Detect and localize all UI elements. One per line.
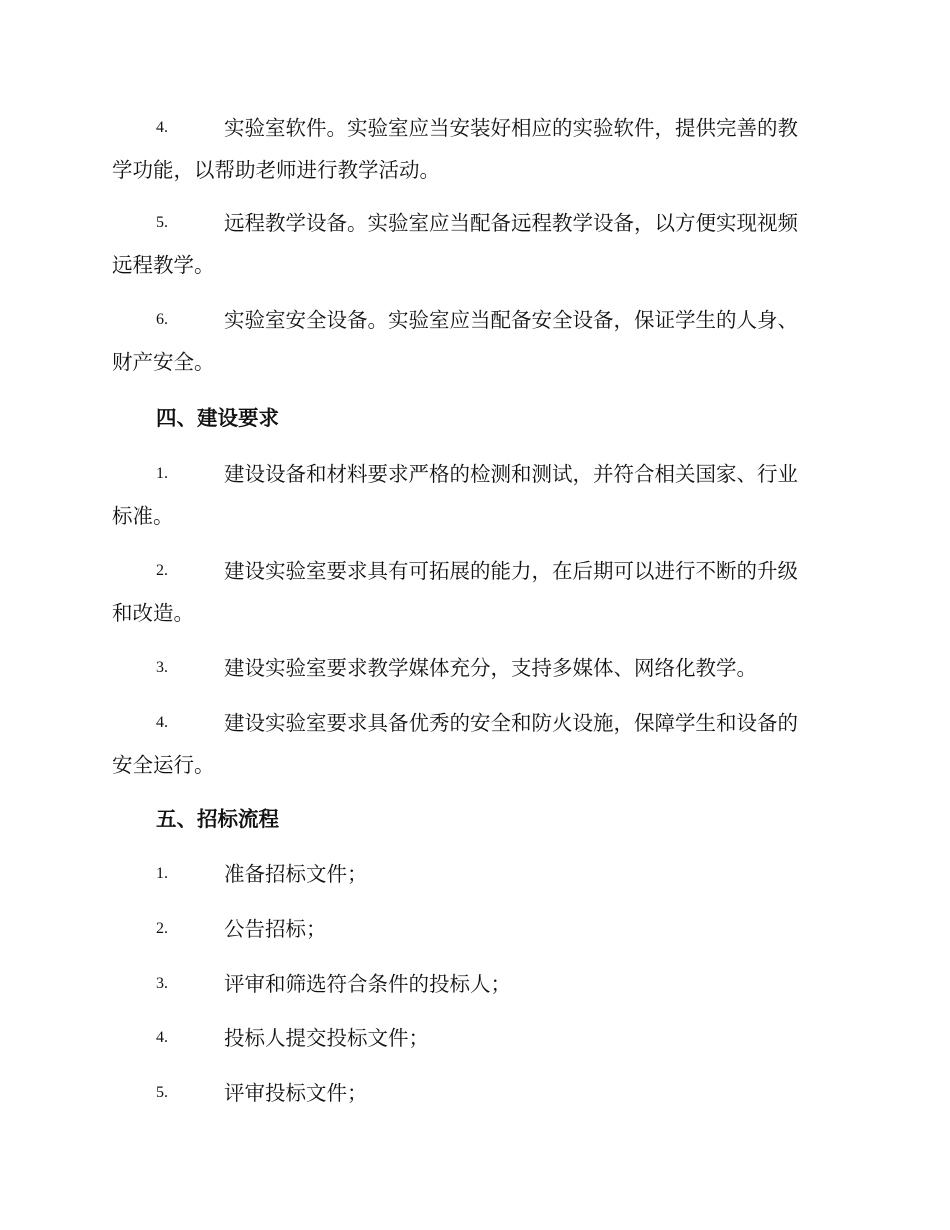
item-text-line: 建设实验室要求具有可拓展的能力，在后期可以进行不断的升级: [224, 559, 798, 583]
item-number: 6.: [156, 311, 168, 328]
item-text-continuation: 标准。: [112, 504, 174, 528]
item-text-line: 准备招标文件；: [224, 862, 368, 886]
item-text-line: 实验室软件。实验室应当安装好相应的实验软件，提供完善的教: [224, 116, 798, 140]
item-text-line: 评审投标文件；: [224, 1081, 368, 1105]
item-number: 4.: [156, 1029, 168, 1046]
section-heading-process: 五、招标流程: [156, 807, 279, 831]
item-text-line: 建设实验室要求具备优秀的安全和防火设施，保障学生和设备的: [224, 711, 798, 735]
item-text-line: 远程教学设备。实验室应当配备远程教学设备，以方便实现视频: [224, 211, 798, 235]
item-text-continuation: 学功能，以帮助老师进行教学活动。: [112, 158, 440, 182]
item-number: 5.: [156, 1084, 168, 1101]
item-number: 5.: [156, 214, 168, 231]
item-text-line: 投标人提交投标文件；: [224, 1026, 429, 1050]
item-number: 4.: [156, 119, 168, 136]
item-number: 1.: [156, 865, 168, 882]
item-number: 3.: [156, 659, 168, 676]
item-number: 1.: [156, 465, 168, 482]
item-number: 3.: [156, 975, 168, 992]
item-text-line: 建设实验室要求教学媒体充分，支持多媒体、网络化教学。: [224, 656, 757, 680]
item-text-continuation: 远程教学。: [112, 253, 215, 277]
item-text-continuation: 安全运行。: [112, 753, 215, 777]
item-number: 2.: [156, 562, 168, 579]
item-number: 4.: [156, 714, 168, 731]
item-text-continuation: 和改造。: [112, 601, 194, 625]
item-text-line: 公告招标；: [224, 917, 327, 941]
section-heading-requirements: 四、建设要求: [156, 406, 279, 430]
item-text-line: 实验室安全设备。实验室应当配备安全设备，保证学生的人身、: [224, 308, 798, 332]
item-text-line: 评审和筛选符合条件的投标人；: [224, 972, 511, 996]
item-number: 2.: [156, 920, 168, 937]
item-text-line: 建设设备和材料要求严格的检测和测试，并符合相关国家、行业: [224, 462, 798, 486]
item-text-continuation: 财产安全。: [112, 350, 215, 374]
